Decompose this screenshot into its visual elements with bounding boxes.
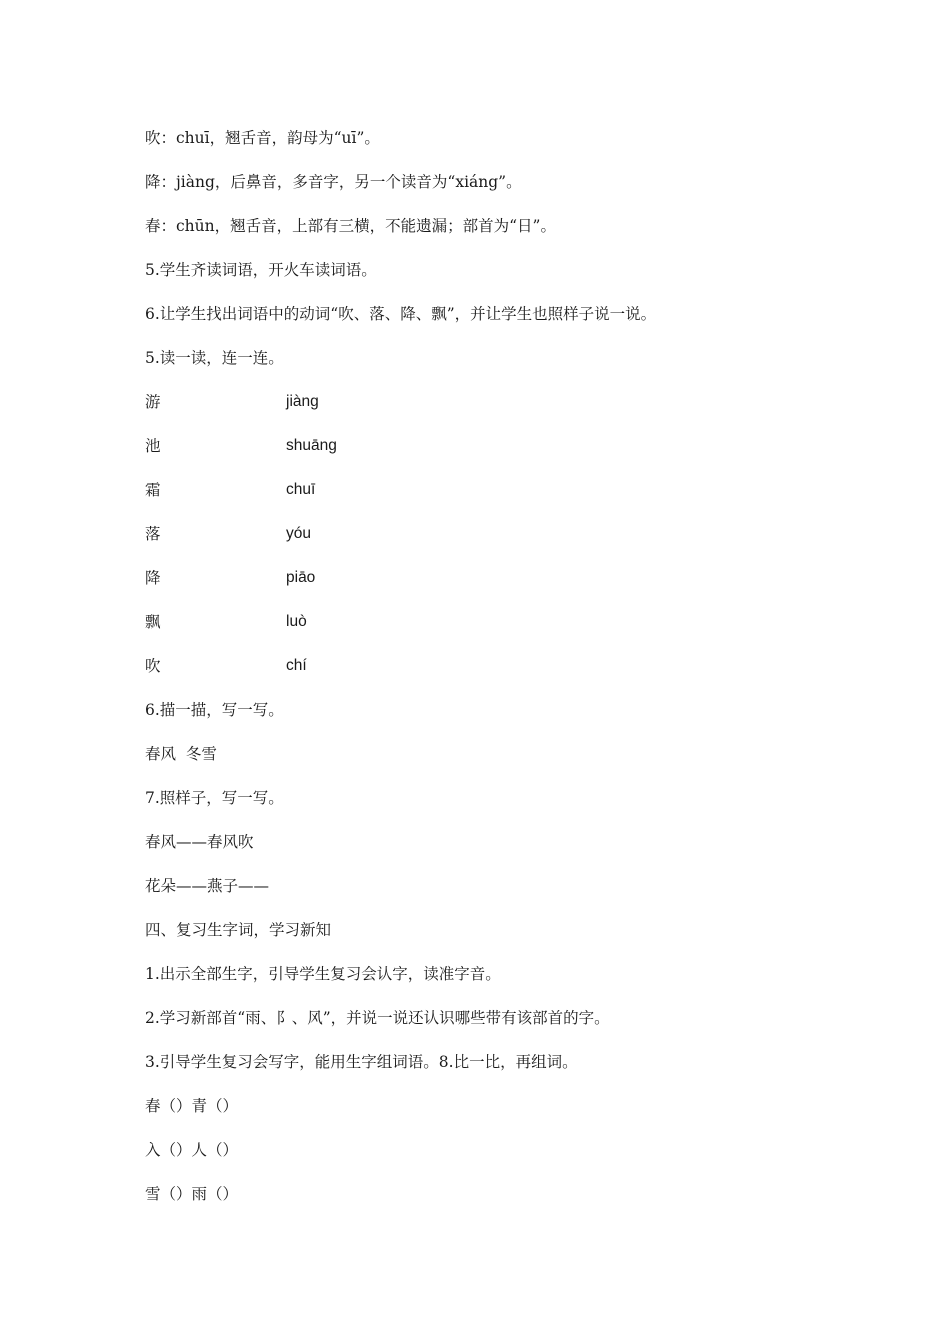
- example-exercise-prompt: 花朵——燕子——: [145, 877, 270, 895]
- example-exercise-heading: 7.照样子，写一写。: [145, 789, 284, 807]
- match-pair-row: [145, 564, 845, 608]
- match-hanzi: 霜: [145, 481, 161, 499]
- match-pinyin: chí: [286, 657, 307, 674]
- match-pair-row: [145, 652, 845, 696]
- match-hanzi: 落: [145, 525, 161, 543]
- note-line: 降：jiàng，后鼻音，多音字，另一个读音为“xiáng”。: [145, 173, 522, 191]
- review-step: 1.出示全部生字，引导学生复习会认字，读准字音。: [145, 965, 501, 983]
- compare-row: 雪（）雨（）: [145, 1185, 239, 1203]
- match-pinyin: luò: [286, 613, 307, 630]
- match-hanzi: 游: [145, 393, 161, 411]
- note-line: 5.学生齐读词语，开火车读词语。: [145, 261, 377, 279]
- match-pair-row: [145, 432, 845, 476]
- note-line: 吹：chuī，翘舌音，韵母为“uī”。: [145, 129, 380, 147]
- match-hanzi: 池: [145, 437, 161, 455]
- match-pinyin: yóu: [286, 525, 311, 542]
- note-line: 春：chūn，翘舌音，上部有三横，不能遗漏；部首为“日”。: [145, 217, 556, 235]
- match-pair-row: [145, 388, 845, 432]
- trace-exercise-heading: 6.描一描，写一写。: [145, 701, 284, 719]
- match-pair-row: [145, 520, 845, 564]
- compare-row: 春（）青（）: [145, 1097, 239, 1115]
- match-pinyin: jiàng: [286, 393, 319, 410]
- match-pinyin: piāo: [286, 569, 316, 586]
- trace-exercise-words: 春风 冬雪: [145, 745, 217, 763]
- match-exercise-heading: 5.读一读，连一连。: [145, 349, 284, 367]
- match-pair-row: [145, 476, 845, 520]
- review-step: 3.引导学生复习会写字，能用生字组词语。8.比一比，再组词。: [145, 1053, 578, 1071]
- compare-row: 入（）人（）: [145, 1141, 239, 1159]
- match-hanzi: 降: [145, 569, 161, 587]
- match-pinyin: shuāng: [286, 437, 337, 454]
- document-page: [145, 124, 845, 1224]
- review-step: 2.学习新部首“雨、阝、风”，并说一说还认识哪些带有该部首的字。: [145, 1009, 610, 1027]
- match-hanzi: 飘: [145, 613, 161, 631]
- match-pair-row: [145, 608, 845, 652]
- example-exercise-example: 春风——春风吹: [145, 833, 254, 851]
- match-pinyin: chuī: [286, 481, 316, 498]
- review-section-heading: 四、复习生字词，学习新知: [145, 921, 332, 939]
- match-hanzi: 吹: [145, 657, 161, 675]
- note-line: 6.让学生找出词语中的动词“吹、落、降、飘”，并让学生也照样子说一说。: [145, 305, 657, 323]
